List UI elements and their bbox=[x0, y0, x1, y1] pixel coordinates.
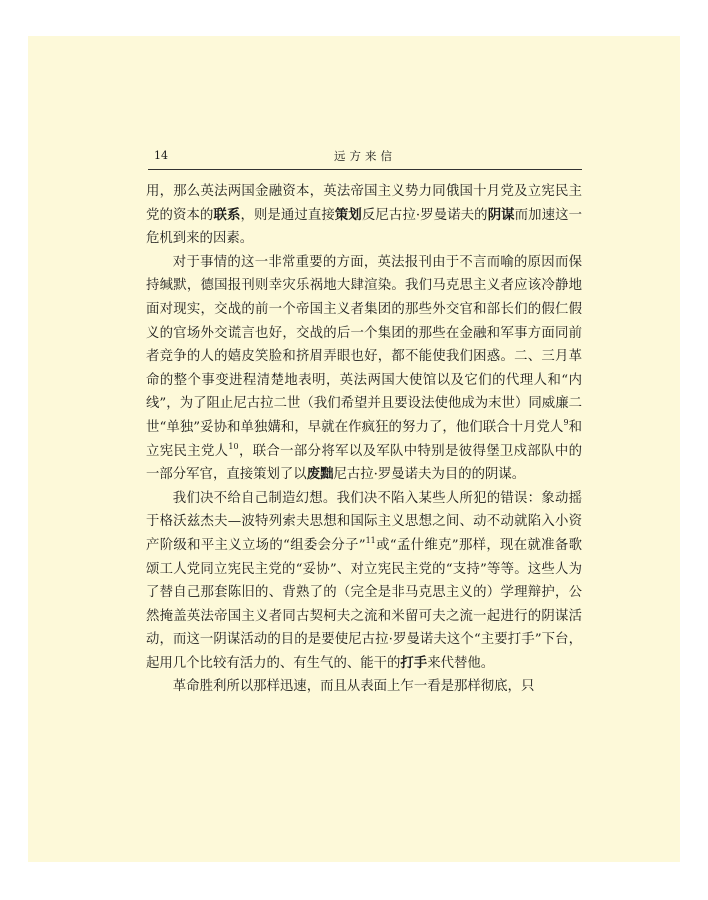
bold-text: 阴谋 bbox=[487, 206, 515, 223]
text-run: 用，那么英法两国金融资本，英法帝国主义势力同俄国十月党及立宪民主党的资本的 bbox=[146, 184, 582, 223]
footnote-ref: 9 bbox=[563, 417, 569, 427]
text-run: 来代替他。 bbox=[427, 655, 495, 671]
text-run: 和立宪民主党人 bbox=[146, 419, 583, 459]
text-run: ，则是通过直接 bbox=[240, 207, 335, 223]
text-run: 反尼古拉·罗曼诺夫的 bbox=[361, 207, 488, 223]
running-title: 远方来信 bbox=[334, 149, 396, 163]
paragraph bbox=[146, 180, 582, 251]
text-run: 我们决不给自己制造幻想。我们决不陷入某些人所犯的错误：象动摇于格沃兹杰夫—波特列索夫思想和国际主义思想之间、动不动就陷入小资产阶级和平主义立场的“组委会分子” bbox=[146, 490, 582, 553]
paragraph bbox=[146, 675, 582, 699]
bold-text: 联系 bbox=[213, 206, 241, 223]
footnote-ref: 10 bbox=[228, 441, 239, 451]
bold-text: 策划 bbox=[334, 206, 362, 223]
footnote-ref: 11 bbox=[365, 535, 376, 545]
text-run: ，联合一部分将军以及军队中特别是彼得堡卫戍部队中的一部分军官，直接策划了以 bbox=[146, 443, 583, 483]
body-text bbox=[146, 180, 582, 699]
paragraph bbox=[146, 487, 582, 676]
paragraph bbox=[146, 251, 582, 487]
bold-text: 打手 bbox=[400, 654, 428, 671]
bold-text: 废黜 bbox=[306, 466, 334, 483]
page-number: 14 bbox=[154, 149, 168, 162]
text-run: 对于事情的这一非常重要的方面，英法报刊由于不言而喻的原因而保持缄默，德国报刊则幸灾乐祸地大肆渲染。我们马克思主义者应该冷静地面对现实，交战的前一个帝国主义者集团的那些外交官和部长们的假仁假义的官场外交谎言也好，交战的后一个集团的那些在金融和军事方面同前者竞争的人的嬉皮笑脸和挤眉弄眼也好，都不能使我们困惑。二、三月革命的整个事变进程清楚地表明，英法两国大使馆以及它们的代理人和“内线”，为了阻止尼古拉二世（我们希望并且要设法使他成为末世）同威廉二世“单独”妥协和单独媾和，早就在作疯狂的努力了，他们联合十月党人 bbox=[146, 254, 582, 435]
text-run: 革命胜利所以那样迅速，而且从表面上乍一看是那样彻底，只 bbox=[172, 679, 535, 695]
page-header bbox=[148, 147, 582, 170]
text-run: 而加速这一危机到来的因素。 bbox=[146, 207, 583, 247]
text-run: 或“孟什维克”那样，现在就准备歌颂工人党同立宪民主党的“妥协”、对立宪民主党的“支持”等等。这些人为了替自己那套陈旧的、背熟了的（完全是非马克思主义的）学理辩护，公然掩盖英法帝国主义者同古契柯夫之流和米留可夫之流一起进行的阴谋活动，而这一阴谋活动的目的是要使尼古拉·罗曼诺夫这个“主要打手”下台，起用几个比较有活力的、有生气的、能干的 bbox=[146, 537, 582, 671]
text-run: 尼古拉·罗曼诺夫为目的的阴谋。 bbox=[333, 467, 526, 483]
